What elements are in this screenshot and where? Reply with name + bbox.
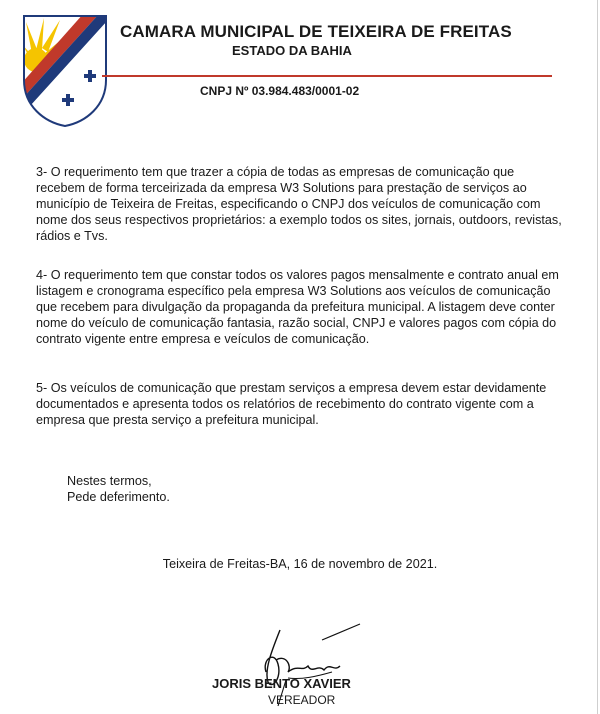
municipal-crest-logo xyxy=(22,14,108,128)
cnpj-number: CNPJ Nº 03.984.483/0001-02 xyxy=(200,84,360,98)
page-edge xyxy=(597,0,598,714)
signer-name: JORIS BENTO XAVIER xyxy=(212,676,351,691)
closing-line-2: Pede deferimento. xyxy=(67,490,170,504)
closing-line-1: Nestes termos, xyxy=(67,474,152,488)
paragraph-item-4: 4- O requerimento tem que constar todos os valores pagos mensalmente e contrato anual em listagem e cronograma específico pela empresa W3 Solutions aos veículos de comunicação que recebem para divulgação da propaganda da prefeitura municipal. A listagem deve conter nome do veículo de comunicação fantasia, razão social, CNPJ e valores pagos com cópia do contrato vigente entre empresa e veículos de comunicação. xyxy=(36,268,559,346)
paragraph-item-3: 3- O requerimento tem que trazer a cópia de todas as empresas de comunicação que recebem de forma terceirizada da empresa W3 Solutions para prestação de serviços ao município de Teixeira de Freitas, especificando o CNPJ dos veículos de comunicação com nome dos seus respectivos proprietários: a exemplo todos os sites, jornais, outdoors, revistas, rádios e Tvs. xyxy=(36,165,562,243)
paragraph-item-5: 5- Os veículos de comunicação que prestam serviços a empresa devem estar devidamente documentados e apresenta todos os relatórios de recebimento do contrato vigente com a empresa que presta serviço a prefeitura municipal. xyxy=(36,381,547,427)
place-and-date: Teixeira de Freitas-BA, 16 de novembro de 2021. xyxy=(162,557,438,571)
state-name: ESTADO DA BAHIA xyxy=(232,43,352,58)
closing-block xyxy=(67,473,170,505)
header-divider xyxy=(102,75,552,77)
org-name: CAMARA MUNICIPAL DE TEIXEIRA DE FREITAS xyxy=(120,22,512,41)
signer-role: VEREADOR xyxy=(268,693,336,707)
